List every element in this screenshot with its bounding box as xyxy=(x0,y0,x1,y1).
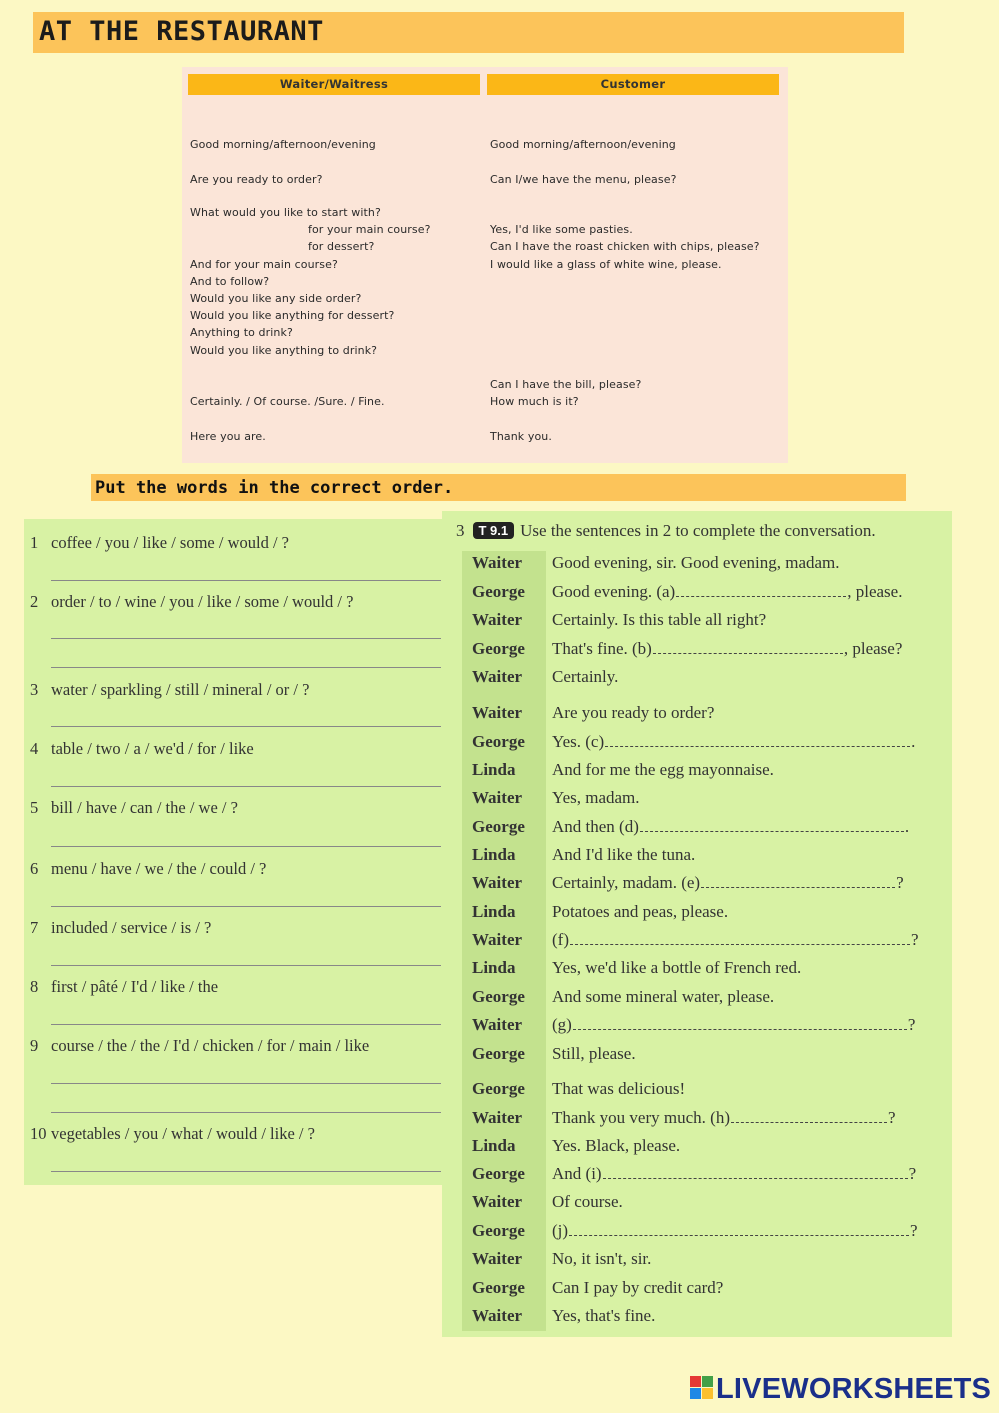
item-words: included / service / is / ? xyxy=(51,918,212,937)
speaker-name: George xyxy=(472,732,525,751)
speaker-name: Waiter xyxy=(472,703,523,722)
speaker-name: Waiter xyxy=(472,1108,523,1127)
dialogue-line xyxy=(552,788,640,808)
speaker-name: Waiter xyxy=(472,1306,523,1325)
answer-line[interactable] xyxy=(51,786,441,787)
page-title: AT THE RESTAURANT xyxy=(39,16,324,47)
waiter-phrase: Certainly. / Of course. /Sure. / Fine. xyxy=(190,395,385,408)
dialogue-text: And some mineral water, please. xyxy=(552,987,775,1006)
dialogue-text: Yes, that's fine. xyxy=(552,1306,656,1325)
dialogue-text-end: , please. xyxy=(847,582,903,601)
gap-h-blank[interactable] xyxy=(731,1108,887,1123)
gap-e-blank[interactable] xyxy=(701,873,895,888)
waiter-phrase: And for your main course? xyxy=(190,258,338,271)
answer-line[interactable] xyxy=(51,846,441,847)
exercise-number: 3 xyxy=(456,521,465,540)
item-number: 3 xyxy=(30,680,39,699)
dialogue-line xyxy=(552,639,902,659)
waiter-phrase: for your main course? xyxy=(308,223,431,236)
dialogue-line xyxy=(552,1044,636,1064)
answer-line[interactable] xyxy=(51,580,441,581)
gap-d-blank[interactable] xyxy=(640,817,904,832)
dialogue-text: No, it isn't, sir. xyxy=(552,1249,652,1268)
dialogue-line xyxy=(552,1015,915,1035)
gap-f-blank[interactable] xyxy=(570,930,910,945)
dialogue-text: Certainly. xyxy=(552,667,619,686)
dialogue-line xyxy=(552,1278,723,1298)
instruction-text: Put the words in the correct order. xyxy=(95,478,454,498)
dialogue-text: And for me the egg mayonnaise. xyxy=(552,760,774,779)
item-number: 5 xyxy=(30,798,39,817)
waiter-phrase: Here you are. xyxy=(190,430,266,443)
dialogue-text: Yes, madam. xyxy=(552,788,640,807)
dialogue-line xyxy=(552,703,714,723)
item-words: bill / have / can / the / we / ? xyxy=(51,798,238,817)
waiter-phrase: for dessert? xyxy=(308,240,375,253)
item-number: 8 xyxy=(30,977,39,996)
speaker-name: Waiter xyxy=(472,1015,523,1034)
dialogue-line xyxy=(552,1136,680,1156)
dialogue-text: Good evening, sir. Good evening, madam. xyxy=(552,553,840,572)
dialogue-line xyxy=(552,817,909,837)
exercise-item xyxy=(30,798,238,818)
exercise-item xyxy=(30,680,309,700)
gap-c-blank[interactable] xyxy=(605,732,910,747)
speaker-name: Waiter xyxy=(472,553,523,572)
dialogue-text: (f) xyxy=(552,930,569,949)
conversation-exercise xyxy=(442,511,952,1337)
phrase-table xyxy=(182,67,788,463)
dialogue-line xyxy=(552,930,919,950)
dialogue-text-end: ? xyxy=(887,1108,896,1127)
dialogue-text: Potatoes and peas, please. xyxy=(552,902,729,921)
exercise-item xyxy=(30,859,266,879)
speaker-name: George xyxy=(472,1044,525,1063)
speaker-name: George xyxy=(472,817,525,836)
exercise-item xyxy=(30,592,353,612)
speaker-name: Waiter xyxy=(472,1192,523,1211)
dialogue-line xyxy=(552,873,904,893)
gap-g-blank[interactable] xyxy=(573,1015,907,1030)
speaker-name: Waiter xyxy=(472,1249,523,1268)
item-words: water / sparkling / still / mineral / or / ? xyxy=(51,680,310,699)
waiter-phrase: What would you like to start with? xyxy=(190,206,381,219)
item-number: 2 xyxy=(30,592,39,611)
exercise-instruction: Use the sentences in 2 to complete the conversation. xyxy=(520,521,876,540)
speaker-name: George xyxy=(472,582,525,601)
instruction-bar xyxy=(91,474,906,501)
exercise-item xyxy=(30,918,211,938)
dialogue-text: (j) xyxy=(552,1221,569,1240)
dialogue-text-end: ? xyxy=(896,873,904,892)
answer-line[interactable] xyxy=(51,667,441,668)
answer-line[interactable] xyxy=(51,1024,441,1025)
customer-phrase: Can I/we have the menu, please? xyxy=(490,173,677,186)
speaker-name: Linda xyxy=(472,760,516,779)
dialogue-text: Can I pay by credit card? xyxy=(552,1278,724,1297)
gap-a-blank[interactable] xyxy=(676,582,846,597)
item-number: 6 xyxy=(30,859,39,878)
item-words: first / pâté / I'd / like / the xyxy=(51,977,219,996)
speaker-name: George xyxy=(472,987,525,1006)
waiter-phrase: Would you like any side order? xyxy=(190,292,362,305)
dialogue-line xyxy=(552,958,801,978)
dialogue-line xyxy=(552,1249,651,1269)
customer-phrase: How much is it? xyxy=(490,395,579,408)
dialogue-line xyxy=(552,760,774,780)
dialogue-text-end: ? xyxy=(908,1164,917,1183)
dialogue-line xyxy=(552,1306,655,1326)
item-words: table / two / a / we'd / for / like xyxy=(51,739,254,758)
dialogue-line xyxy=(552,1108,896,1128)
dialogue-text: (g) xyxy=(552,1015,572,1034)
audio-track-badge: T 9.1 xyxy=(473,522,515,539)
exercise-header xyxy=(456,521,876,541)
waiter-phrase: Would you like anything for dessert? xyxy=(190,309,395,322)
customer-phrase: Can I have the roast chicken with chips, please? xyxy=(490,240,760,253)
answer-line[interactable] xyxy=(51,906,441,907)
dialogue-text-end: , please? xyxy=(843,639,903,658)
item-number: 9 xyxy=(30,1036,39,1055)
answer-line[interactable] xyxy=(51,1083,441,1084)
customer-phrase: Thank you. xyxy=(490,430,552,443)
speaker-name: Waiter xyxy=(472,873,523,892)
waiter-phrase: Good morning/afternoon/evening xyxy=(190,138,376,151)
answer-line[interactable] xyxy=(51,1171,441,1172)
dialogue-line xyxy=(552,553,840,573)
gap-j-blank[interactable] xyxy=(569,1221,909,1236)
exercise-item xyxy=(30,1124,315,1144)
exercise-item xyxy=(30,977,218,997)
waiter-phrase: Are you ready to order? xyxy=(190,173,323,186)
dialogue-text: Certainly, madam. (e) xyxy=(552,873,701,892)
exercise-item xyxy=(30,1036,369,1056)
answer-line[interactable] xyxy=(51,1112,441,1113)
item-words: menu / have / we / the / could / ? xyxy=(51,859,267,878)
dialogue-text: That was delicious! xyxy=(552,1079,686,1098)
speaker-name: Linda xyxy=(472,958,516,977)
dialogue-line xyxy=(552,1164,916,1184)
dialogue-text: Certainly. Is this table all right? xyxy=(552,610,767,629)
dialogue-text-end: ? xyxy=(910,930,919,949)
answer-line[interactable] xyxy=(51,726,441,727)
customer-phrase: I would like a glass of white wine, please. xyxy=(490,258,722,271)
speaker-name: Waiter xyxy=(472,930,523,949)
dialogue-line xyxy=(552,987,774,1007)
customer-phrase: Yes, I'd like some pasties. xyxy=(490,223,633,236)
word-order-exercise xyxy=(24,519,444,1185)
dialogue-text: Thank you very much. (h) xyxy=(552,1108,730,1127)
dialogue-line xyxy=(552,1192,623,1212)
dialogue-line xyxy=(552,610,766,630)
speaker-name: George xyxy=(472,639,525,658)
speaker-name: Waiter xyxy=(472,788,523,807)
item-number: 4 xyxy=(30,739,39,758)
exercise-item xyxy=(30,533,289,553)
dialogue-line xyxy=(552,1221,918,1241)
dialogue-line xyxy=(552,845,695,865)
dialogue-text: Yes. (c) xyxy=(552,732,605,751)
item-words: vegetables / you / what / would / like / ? xyxy=(51,1124,315,1143)
dialogue-text-end: . xyxy=(911,732,916,751)
waiter-column-header: Waiter/Waitress xyxy=(188,74,480,95)
speaker-name: George xyxy=(472,1164,525,1183)
dialogue-line xyxy=(552,667,618,687)
waiter-phrase: Would you like anything to drink? xyxy=(190,344,378,357)
customer-phrase: Can I have the bill, please? xyxy=(490,378,642,391)
customer-phrase: Good morning/afternoon/evening xyxy=(490,138,676,151)
item-number: 7 xyxy=(30,918,39,937)
customer-column-header: Customer xyxy=(487,74,779,95)
item-words: course / the / the / I'd / chicken / for / main / like xyxy=(51,1036,370,1055)
liveworksheets-logo-icon xyxy=(690,1376,714,1400)
dialogue-text: And I'd like the tuna. xyxy=(552,845,696,864)
speaker-name: George xyxy=(472,1221,525,1240)
speaker-name: Linda xyxy=(472,902,516,921)
dialogue-line xyxy=(552,1079,685,1099)
speaker-name: George xyxy=(472,1278,525,1297)
dialogue-text: Yes. Black, please. xyxy=(552,1136,681,1155)
dialogue-text: And then (d) xyxy=(552,817,639,836)
speaker-name: Waiter xyxy=(472,610,523,629)
dialogue-text: Still, please. xyxy=(552,1044,636,1063)
title-bar xyxy=(33,12,904,53)
speaker-name: George xyxy=(472,1079,525,1098)
item-number: 1 xyxy=(30,533,39,552)
dialogue-text-end: ? xyxy=(907,1015,916,1034)
item-words: order / to / wine / you / like / some / would / ? xyxy=(51,592,354,611)
liveworksheets-brand[interactable] xyxy=(690,1373,991,1406)
dialogue-text-end: ? xyxy=(910,1221,918,1240)
item-words: coffee / you / like / some / would / ? xyxy=(51,533,289,552)
waiter-phrase: And to follow? xyxy=(190,275,270,288)
gap-i-blank[interactable] xyxy=(603,1164,908,1179)
dialogue-text: Good evening. (a) xyxy=(552,582,676,601)
dialogue-line xyxy=(552,582,902,602)
exercise-item xyxy=(30,739,254,759)
answer-line[interactable] xyxy=(51,638,441,639)
brand-name: LIVEWORKSHEETS xyxy=(716,1373,992,1405)
dialogue-text: That's fine. (b) xyxy=(552,639,652,658)
dialogue-text: Yes, we'd like a bottle of French red. xyxy=(552,958,802,977)
dialogue-line xyxy=(552,902,728,922)
item-number: 10 xyxy=(30,1124,47,1143)
dialogue-text: Of course. xyxy=(552,1192,623,1211)
dialogue-text-end: . xyxy=(904,817,910,836)
dialogue-line xyxy=(552,732,915,752)
speaker-name: Linda xyxy=(472,845,516,864)
dialogue-text: Are you ready to order? xyxy=(552,703,715,722)
speaker-name: Linda xyxy=(472,1136,516,1155)
speaker-name: Waiter xyxy=(472,667,523,686)
waiter-phrase: Anything to drink? xyxy=(190,326,293,339)
gap-b-blank[interactable] xyxy=(653,639,843,654)
dialogue-text: And (i) xyxy=(552,1164,602,1183)
answer-line[interactable] xyxy=(51,965,441,966)
